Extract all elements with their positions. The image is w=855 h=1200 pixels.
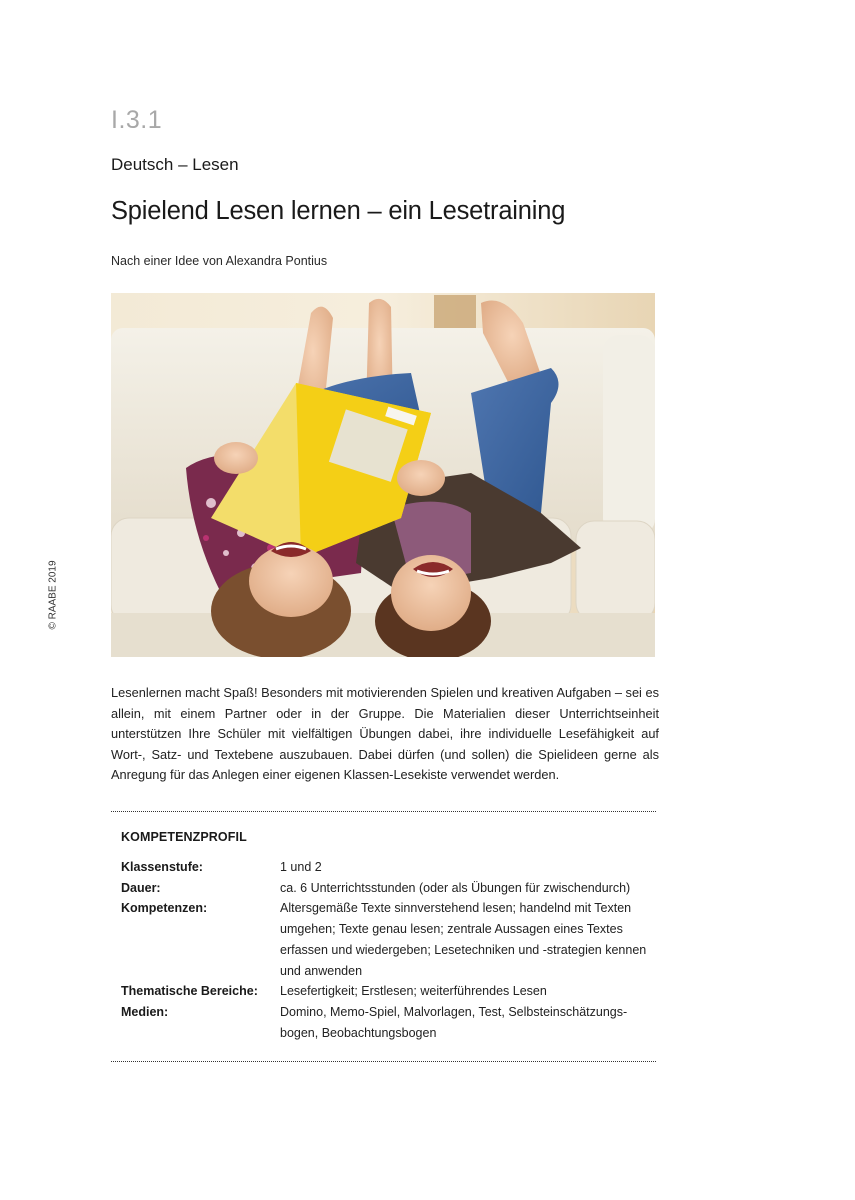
- subject-heading: Deutsch – Lesen: [111, 155, 239, 174]
- profile-row-topics: [121, 981, 661, 1002]
- cover-photo: [111, 293, 655, 657]
- divider-top: [111, 811, 656, 812]
- profile-row-competencies: [121, 898, 661, 981]
- profile-value: 1 und 2: [280, 860, 322, 874]
- divider-bottom: [111, 1061, 656, 1062]
- profile-label: Thematische Bereiche:: [121, 984, 258, 999]
- intro-paragraph: Lesenlernen macht Spaß! Besonders mit motivierenden Spielen und kreativen Aufgaben – sei es allein, mit einem Partner oder in der Gruppe. Die Materialien dieser Unterrichtseinheit unterstützen Ihre Schüler mit vielfältigen Übungen dabei, ihre individuelle Lesefähigkeit auf Wort-, Satz- und Textebene auszubauen. Dabei dürfen (und sollen) die Spielideen gerne als Anregung für das Anlegen einer eigenen Klassen-Lesekiste verwendet werden.: [111, 685, 659, 783]
- photo-illustration: [111, 293, 655, 657]
- author-credit: Nach einer Idee von Alexandra Pontius: [111, 254, 328, 268]
- profile-label: Dauer:: [121, 880, 161, 895]
- profile-label: Medien:: [121, 1004, 169, 1019]
- page-title: Spielend Lesen lernen – ein Lesetraining: [111, 197, 566, 225]
- profile-row-duration: [121, 878, 661, 899]
- profile-value: Domino, Memo-Spiel, Malvorlagen, Test, Selbsteinschätzungsbogen, Beobachtungsbogen: [280, 1004, 628, 1040]
- profile-value: Lesefertigkeit; Erstlesen; weiterführendes Lesen: [280, 984, 547, 999]
- profile-row-grade: [121, 857, 661, 878]
- profile-row-media: [121, 1002, 661, 1043]
- section-number: I.3.1: [111, 106, 163, 134]
- copyright-notice: © RAABE 2019: [47, 560, 59, 630]
- profile-label: Klassenstufe:: [121, 860, 203, 874]
- profile-value: ca. 6 Unterrichtsstunden (oder als Übungen für zwischendurch): [280, 880, 631, 895]
- profile-label: Kompetenzen:: [121, 901, 208, 916]
- profile-value: Altersgemäße Texte sinnverstehend lesen; handelnd mit Texten umgehen; Texte genau lesen; zentrale Aussagen eines Textes erfassen und wiedergeben; Lesetechniken und -strategien kennen und anwenden: [280, 901, 647, 978]
- competence-profile: [121, 857, 661, 1043]
- profile-heading: KOMPETENZPROFIL: [121, 830, 247, 844]
